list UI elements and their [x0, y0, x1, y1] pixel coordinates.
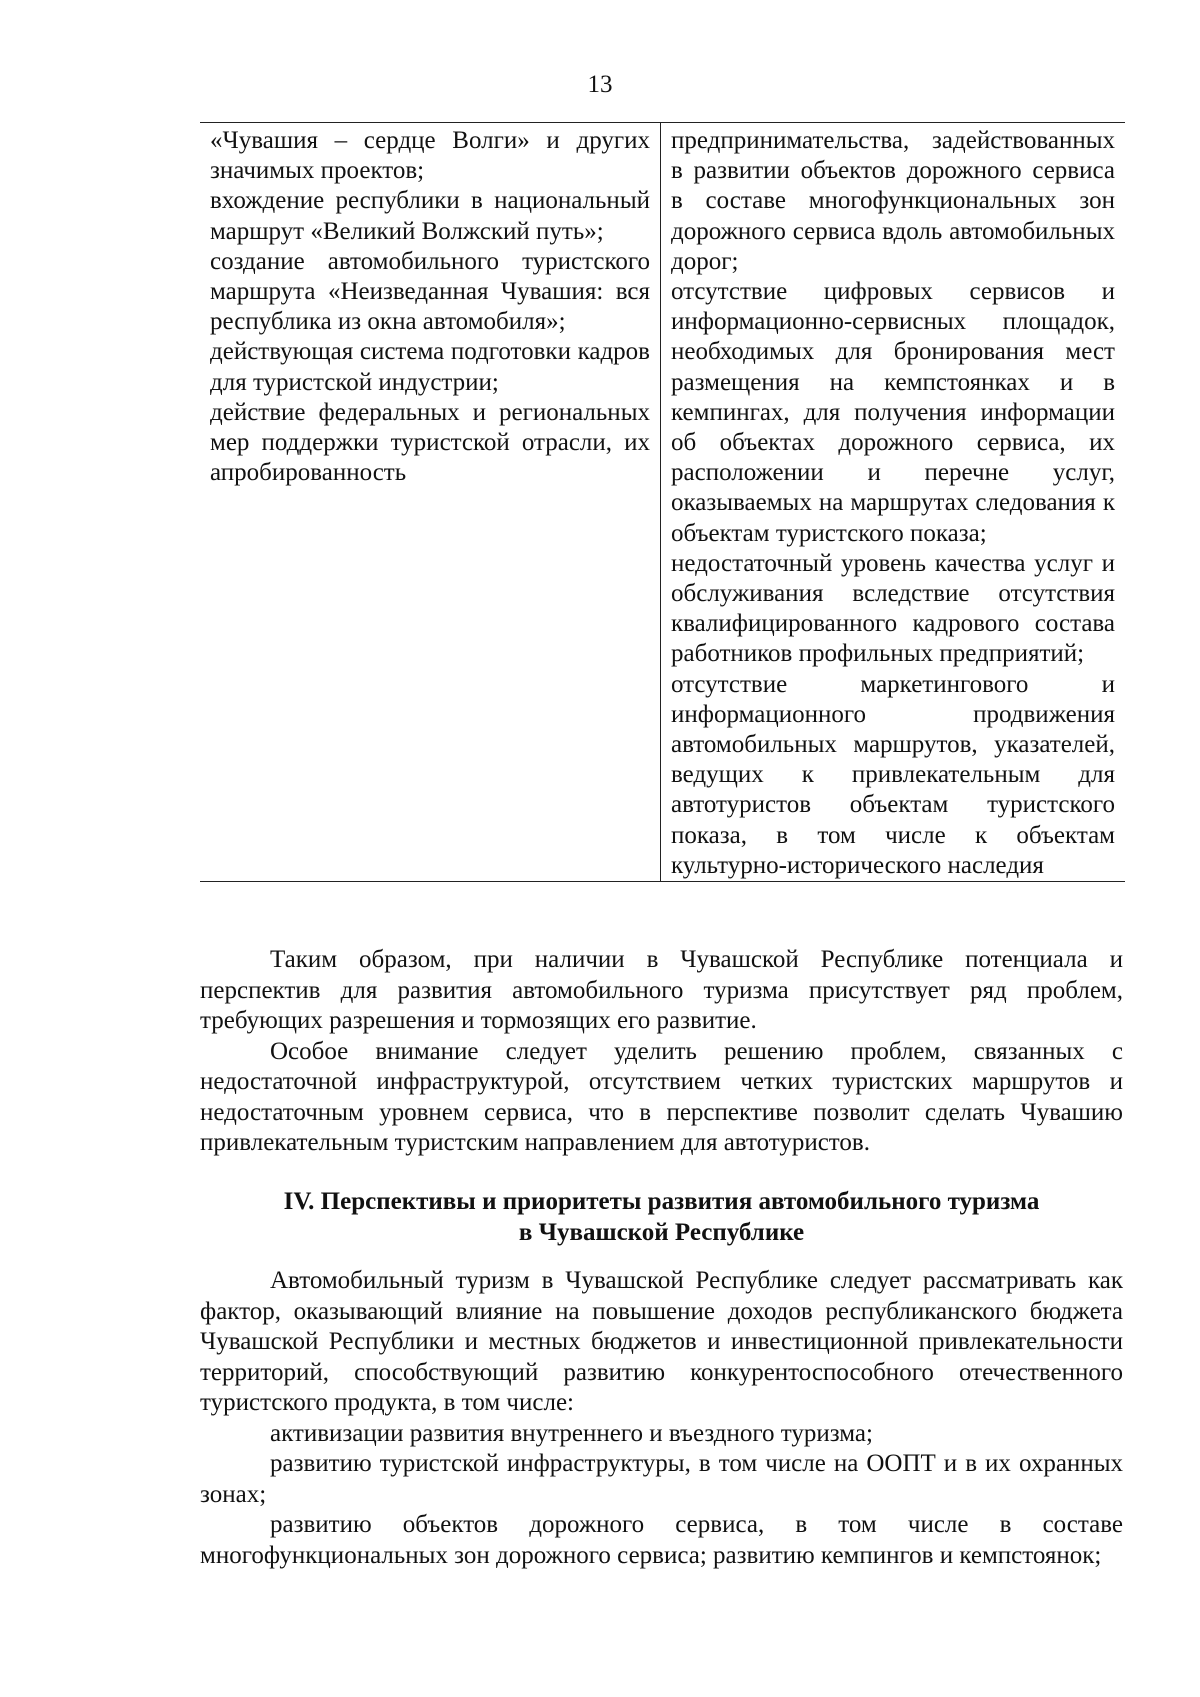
table-cell-right: [661, 123, 1126, 882]
list-item: отсутствие маркетингового и информационного продвижения автомобильных маршрутов, указателей, ведущих к привлекательным для автотуристов объектам туристского показа, в том числе к объектам культурно-исторического наследия: [671, 670, 1115, 879]
list-item: вхождение республики в национальный маршрут «Великий Волжский путь»;: [210, 187, 650, 245]
paragraph: Автомобильный туризм в Чувашской Республике следует рассматривать как фактор, оказывающий влияние на повышение доходов республиканского бюджета Чувашской Республики и местных бюджетов и инвестиционной привлекательности территорий, способствующий развитию конкурентоспособного отечественного туристского продукта, в том числе:: [200, 1267, 1123, 1416]
list-item: предпринимательства, задействованных в развитии объектов дорожного сервиса в составе многофункциональных зон дорожного сервиса вдоль автомобильных дорог;: [671, 127, 1115, 275]
list-item: создание автомобильного туристского маршрута «Неизведанная Чувашия: вся республика из окна автомобиля»;: [210, 247, 650, 336]
paragraph: активизации развития внутреннего и въездного туризма;: [270, 1419, 873, 1447]
conclusion-paragraphs: [200, 945, 1123, 1159]
paragraph: Особое внимание следует уделить решению проблем, связанных с недостаточной инфраструктурой, отсутствием четких туристских маршрутов и недостаточным уровнем сервиса, что в перспективе позволит сделать Чувашию привлекательным туристским направлением для автотуристов.: [200, 1037, 1123, 1156]
paragraph: развитию туристской инфраструктуры, в том числе на ООПТ и в их охранных зонах;: [200, 1450, 1123, 1508]
list-item: действующая система подготовки кадров для туристской индустрии;: [210, 338, 650, 396]
paragraph: развитию объектов дорожного сервиса, в том числе в составе многофункциональных зон дорожного сервиса; развитию кемпингов и кемпстоянок;: [200, 1511, 1123, 1569]
section-heading-line: в Чувашской Республике: [518, 1218, 805, 1246]
list-item: действие федеральных и региональных мер поддержки туристской отрасли, их апробированность: [210, 398, 650, 487]
comparison-table: [200, 122, 1125, 882]
page-number: 13: [587, 71, 613, 98]
list-item: отсутствие цифровых сервисов и информационно-сервисных площадок, необходимых для бронирования мест размещения на кемпстоянках и в кемпингах, для получения информации об объектах дорожного сервиса, их расположении и перечне услуг, оказываемых на маршрутах следования к объектам туристского показа;: [671, 278, 1115, 547]
section-body: [200, 1266, 1123, 1571]
table-cell-left: [200, 123, 661, 882]
section-heading-line: IV. Перспективы и приоритеты развития автомобильного туризма: [283, 1188, 1040, 1215]
table-row: [200, 123, 1125, 882]
paragraph: Таким образом, при наличии в Чувашской Республике потенциала и перспектив для развития автомобильного туризма присутствует ряд проблем, требующих разрешения и тормозящих его развитие.: [200, 946, 1123, 1034]
list-item: недостаточный уровень качества услуг и обслуживания вследствие отсутствия квалифицированного кадрового состава работников профильных предприятий;: [671, 549, 1115, 668]
list-item: «Чувашия – сердце Волги» и других значимых проектов;: [210, 127, 650, 185]
section-heading: [200, 1187, 1123, 1248]
